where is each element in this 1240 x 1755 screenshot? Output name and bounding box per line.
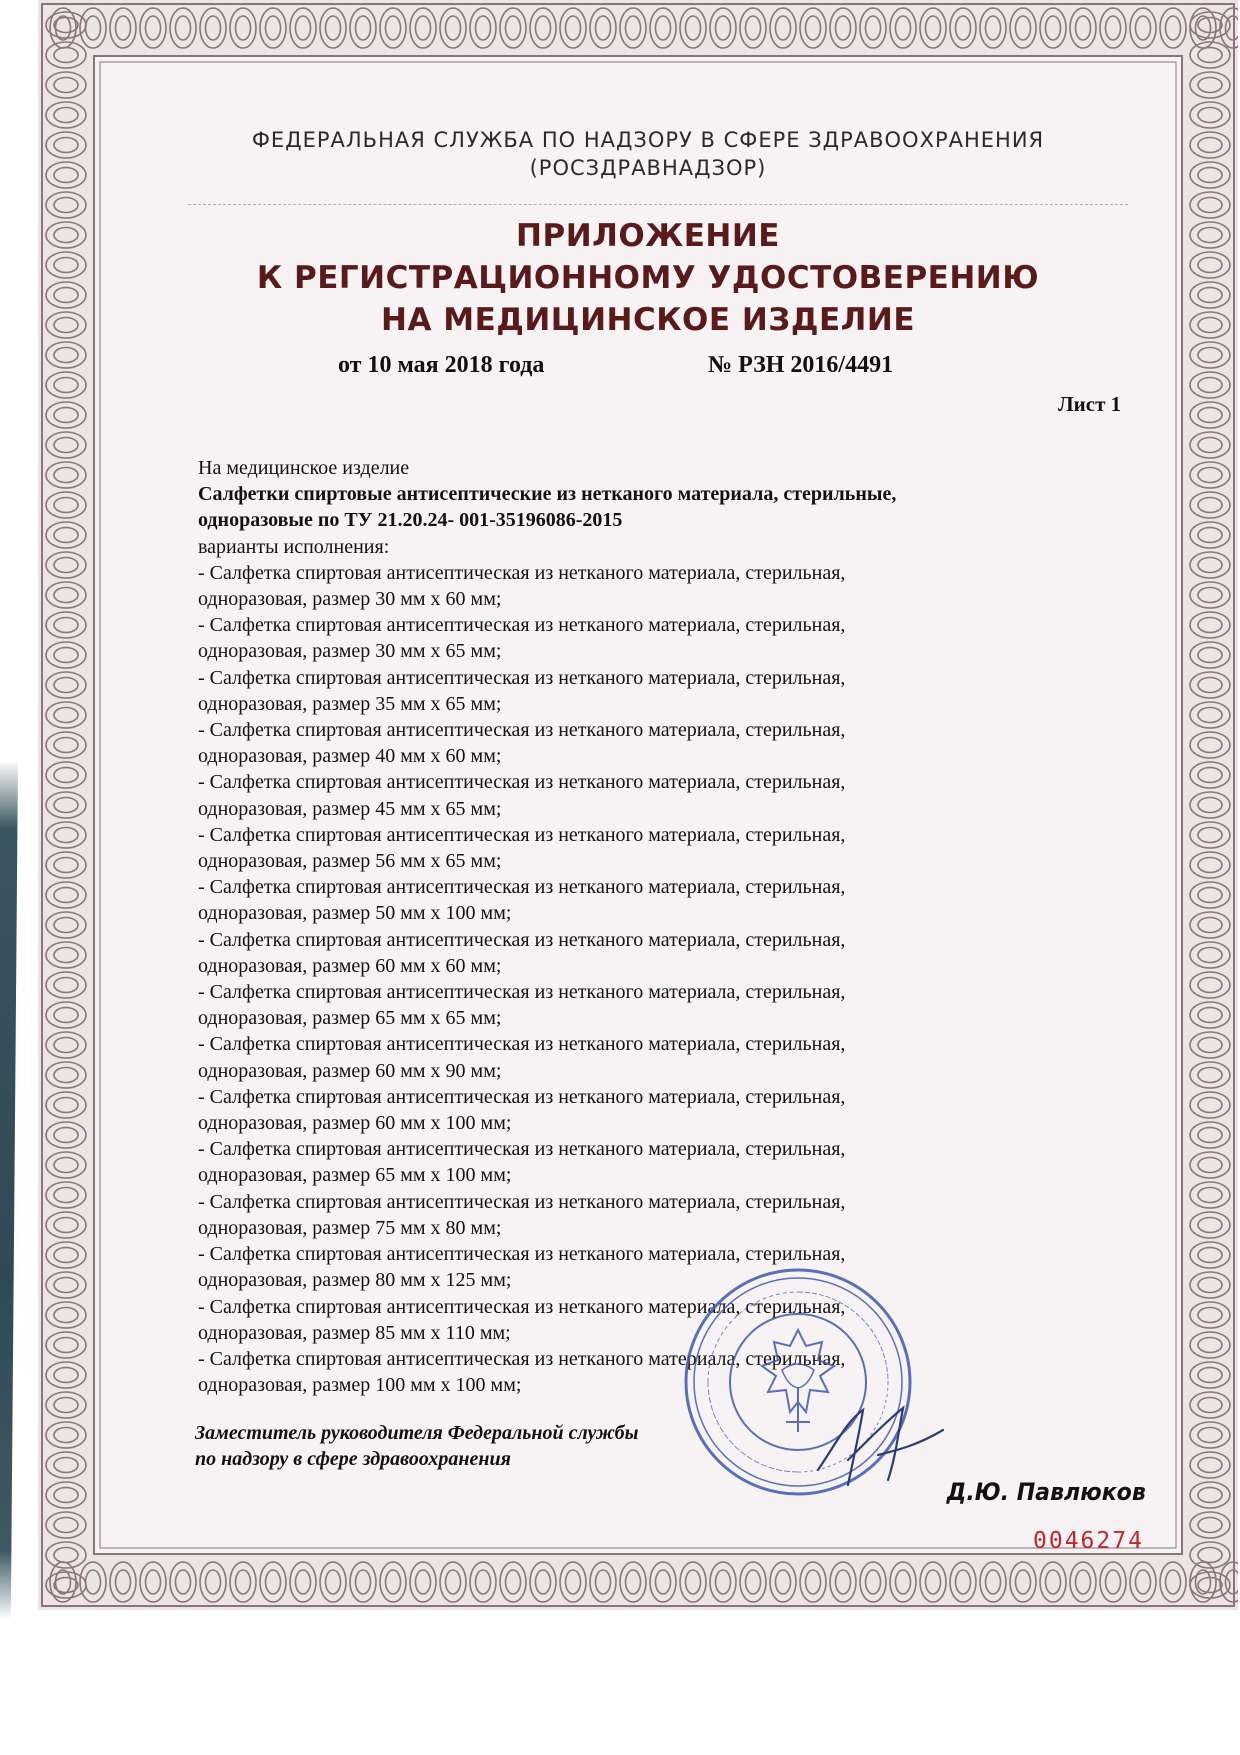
product-name-line-2: одноразовые по ТУ 21.20.24- 001-35196086-2015	[198, 509, 623, 532]
variant-size: одноразовая, размер 100 мм х 100 мм;	[198, 1374, 522, 1397]
variant-size: одноразовая, размер 60 мм х 100 мм;	[198, 1112, 512, 1135]
variant-size: одноразовая, размер 35 мм х 65 мм;	[198, 692, 502, 715]
variant-description: - Салфетка спиртовая антисептическая из нетканого материала, стерильная,	[198, 719, 846, 742]
scan-shadow-edge	[0, 760, 18, 1620]
serial-number: 0046274	[1033, 1528, 1144, 1554]
sheet-number: Лист 1	[1058, 392, 1122, 416]
variant-description: - Салфетка спиртовая антисептическая из нетканого материала, стерильная,	[198, 1295, 846, 1318]
registration-date: от 10 мая 2018 года	[338, 352, 545, 378]
variants-list	[198, 560, 1098, 1399]
document-body	[198, 455, 1098, 1398]
signer-name: Д.Ю. Павлюков	[946, 1478, 1146, 1506]
document-content	[38, 0, 1238, 1610]
variant-description: - Салфетка спиртовая антисептическая из нетканого материала, стерильная,	[198, 1085, 846, 1108]
variant-description: - Салфетка спиртовая антисептическая из нетканого материала, стерильная,	[198, 1138, 846, 1161]
variant-size: одноразовая, размер 65 мм х 100 мм;	[198, 1164, 512, 1187]
title-line-3: НА МЕДИЦИНСКОЕ ИЗДЕЛИЕ	[381, 302, 915, 338]
variant-description: - Салфетка спиртовая антисептическая из нетканого материала, стерильная,	[198, 1033, 846, 1056]
variant-description: - Салфетка спиртовая антисептическая из нетканого материала, стерильная,	[198, 614, 846, 637]
intro-text: На медицинское изделие	[198, 457, 410, 479]
variant-size: одноразовая, размер 75 мм х 80 мм;	[198, 1216, 502, 1239]
header-divider	[188, 204, 1128, 205]
title-line-2: К РЕГИСТРАЦИОННОМУ УДОСТОВЕРЕНИЮ	[256, 260, 1040, 296]
variant-size: одноразовая, размер 40 мм х 60 мм;	[198, 745, 502, 768]
signer-position-line-2: по надзору в сфере здравоохранения	[195, 1448, 511, 1470]
variant-description: - Салфетка спиртовая антисептическая из нетканого материала, стерильная,	[198, 561, 846, 584]
variant-size: одноразовая, размер 30 мм х 65 мм;	[198, 640, 502, 663]
variant-size: одноразовая, размер 60 мм х 60 мм;	[198, 954, 502, 977]
variant-size: одноразовая, размер 45 мм х 65 мм;	[198, 797, 502, 820]
variant-size: одноразовая, размер 65 мм х 65 мм;	[198, 1007, 502, 1030]
variant-size: одноразовая, размер 85 мм х 110 мм;	[198, 1321, 511, 1344]
variant-size: одноразовая, размер 30 мм х 60 мм;	[198, 588, 502, 611]
variants-label: варианты исполнения:	[198, 535, 390, 558]
variant-description: - Салфетка спиртовая антисептическая из нетканого материала, стерильная,	[198, 771, 846, 794]
variant-size: одноразовая, размер 50 мм х 100 мм;	[198, 902, 512, 925]
product-name-line-1: Салфетки спиртовые антисептические из нетканого материала, стерильные,	[198, 483, 897, 506]
variant-description: - Салфетка спиртовая антисептическая из нетканого материала, стерильная,	[198, 981, 846, 1004]
handwritten-signature-icon	[808, 1400, 958, 1490]
variant-description: - Салфетка спиртовая антисептическая из нетканого материала, стерильная,	[198, 1243, 846, 1266]
title-line-1: ПРИЛОЖЕНИЕ	[516, 218, 780, 254]
signer-position-line-1: Заместитель руководителя Федеральной службы	[195, 1422, 639, 1444]
variant-description: - Салфетка спиртовая антисептическая из нетканого материала, стерильная,	[198, 823, 846, 846]
agency-header	[208, 126, 1088, 182]
signer-block	[195, 1420, 755, 1472]
document-title	[208, 215, 1088, 341]
variant-description: - Салфетка спиртовая антисептическая из нетканого материала, стерильная,	[198, 1190, 846, 1213]
variant-size: одноразовая, размер 80 мм х 125 мм;	[198, 1269, 512, 1292]
agency-abbreviation: (РОСЗДРАВНАДЗОР)	[529, 156, 767, 180]
agency-name: ФЕДЕРАЛЬНАЯ СЛУЖБА ПО НАДЗОРУ В СФЕРЕ ЗДРАВООХРАНЕНИЯ	[251, 128, 1045, 152]
variant-description: - Салфетка спиртовая антисептическая из нетканого материала, стерильная,	[198, 876, 846, 899]
variant-description: - Салфетка спиртовая антисептическая из нетканого материала, стерильная,	[198, 928, 846, 951]
variant-description: - Салфетка спиртовая антисептическая из нетканого материала, стерильная,	[198, 1347, 846, 1370]
variant-size: одноразовая, размер 56 мм х 65 мм;	[198, 850, 502, 873]
variant-description: - Салфетка спиртовая антисептическая из нетканого материала, стерильная,	[198, 666, 846, 689]
variant-size: одноразовая, размер 60 мм х 90 мм;	[198, 1059, 502, 1082]
registration-number: № РЗН 2016/4491	[708, 352, 894, 378]
certificate-sheet	[38, 0, 1238, 1610]
